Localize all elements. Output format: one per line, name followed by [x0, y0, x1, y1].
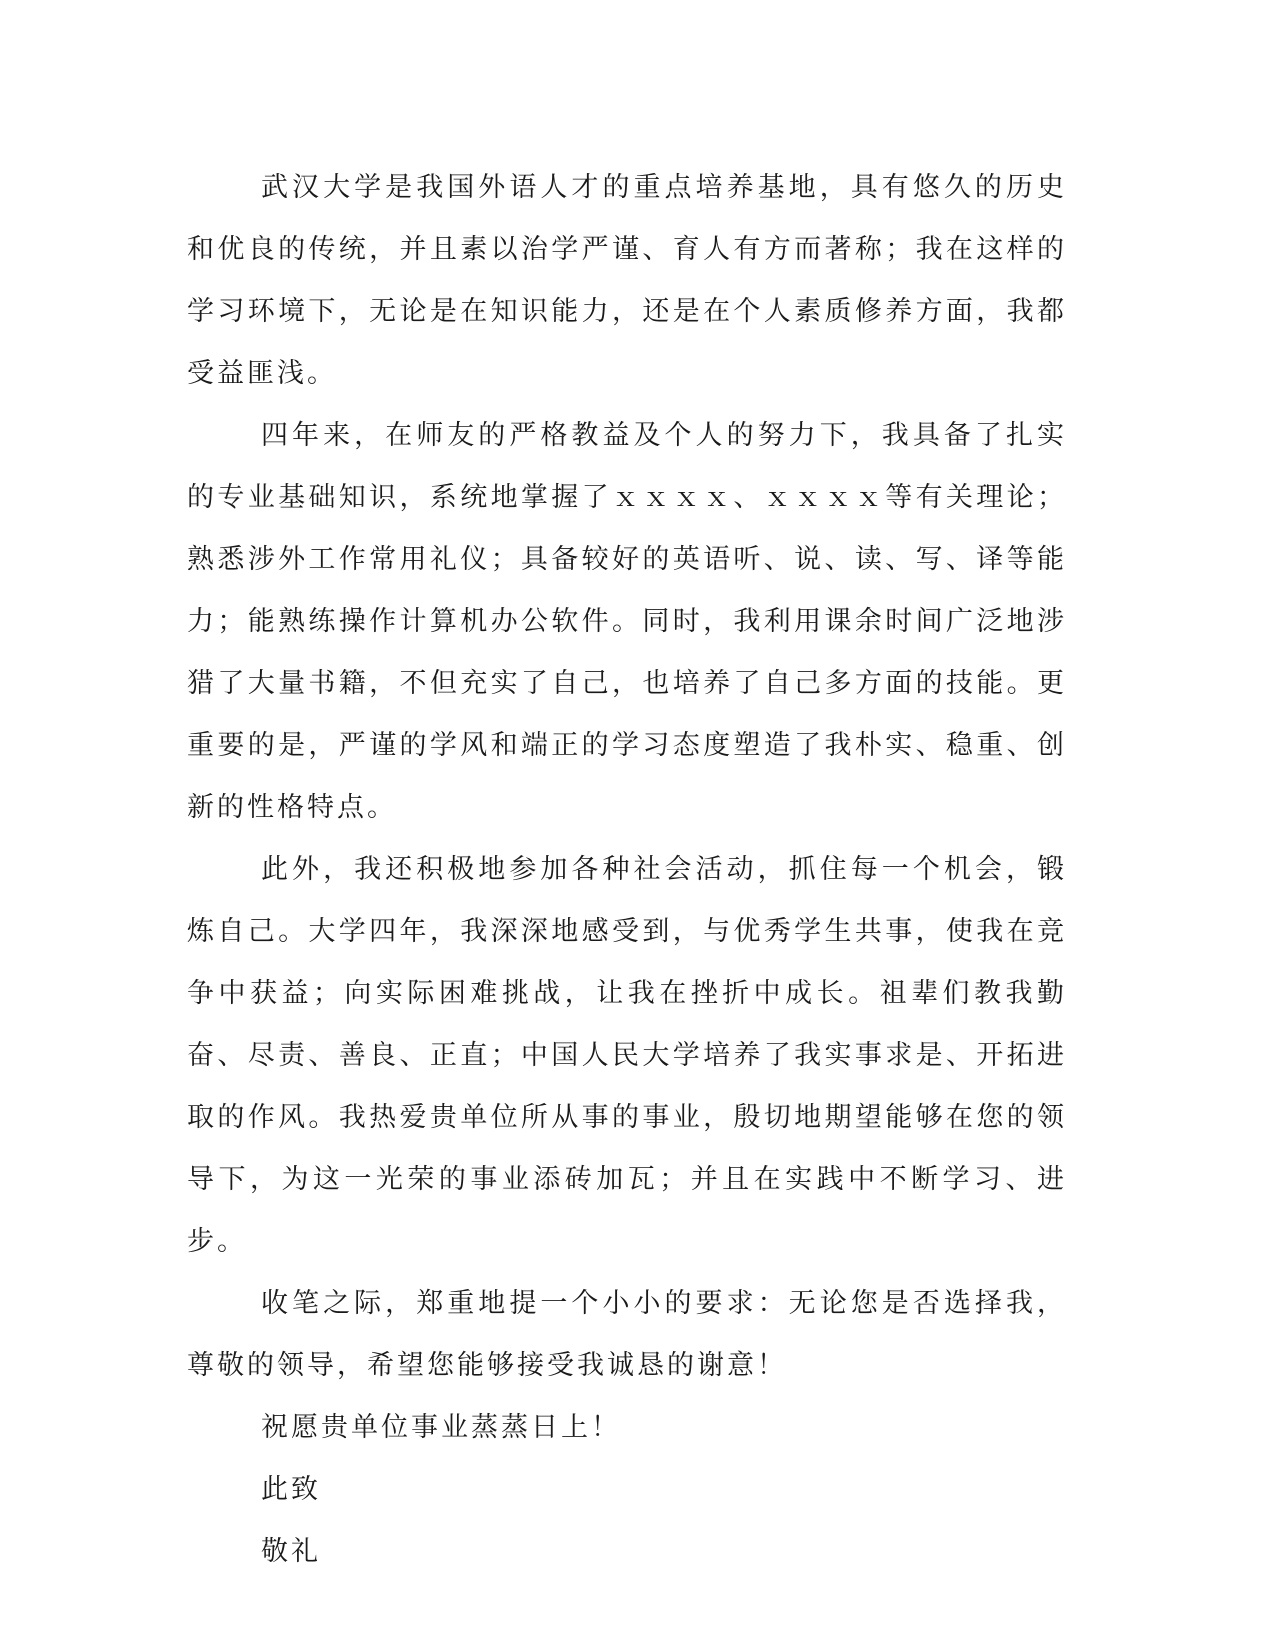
closing-to: 此致 [261, 1474, 321, 1505]
paragraph-activities: 此外，我还积极地参加各种社会活动，抓住每一个机会，锻炼自己。大学四年，我深深地感受到，与优秀学生共事，使我在竞争中获益；向实际困难挑战，让我在挫折中成长。祖辈们教我勤奋、尽责、善良、正直；中国人民大学培养了我实事求是、开拓进取的作风。我热爱贵单位所从事的事业，殷切地期望能够在您的领导下，为这一光荣的事业添砖加瓦；并且在实践中不断学习、进步。 [187, 854, 1067, 1257]
paragraph-school-intro: 武汉大学是我国外语人才的重点培养基地，具有悠久的历史和优良的传统，并且素以治学严谨、育人有方而著称；我在这样的学习环境下，无论是在知识能力，还是在个人素质修养方面，我都受益匪浅。 [187, 172, 1067, 389]
closing-salute: 敬礼 [261, 1536, 321, 1567]
closing-wish: 祝愿贵单位事业蒸蒸日上！ [261, 1412, 621, 1443]
paragraph-skills: 四年来，在师友的严格教益及个人的努力下，我具备了扎实的专业基础知识，系统地掌握了ｘｘｘｘ、ｘｘｘｘ等有关理论；熟悉涉外工作常用礼仪；具备较好的英语听、说、读、写、译等能力；能熟练操作计算机办公软件。同时，我利用课余时间广泛地涉猎了大量书籍，不但充实了自己，也培养了自己多方面的技能。更重要的是，严谨的学风和端正的学习态度塑造了我朴实、稳重、创新的性格特点。 [187, 420, 1067, 823]
letter-body [187, 157, 1067, 1583]
paragraph-request: 收笔之际，郑重地提一个小小的要求：无论您是否选择我，尊敬的领导，希望您能够接受我诚恳的谢意！ [187, 1288, 1067, 1381]
